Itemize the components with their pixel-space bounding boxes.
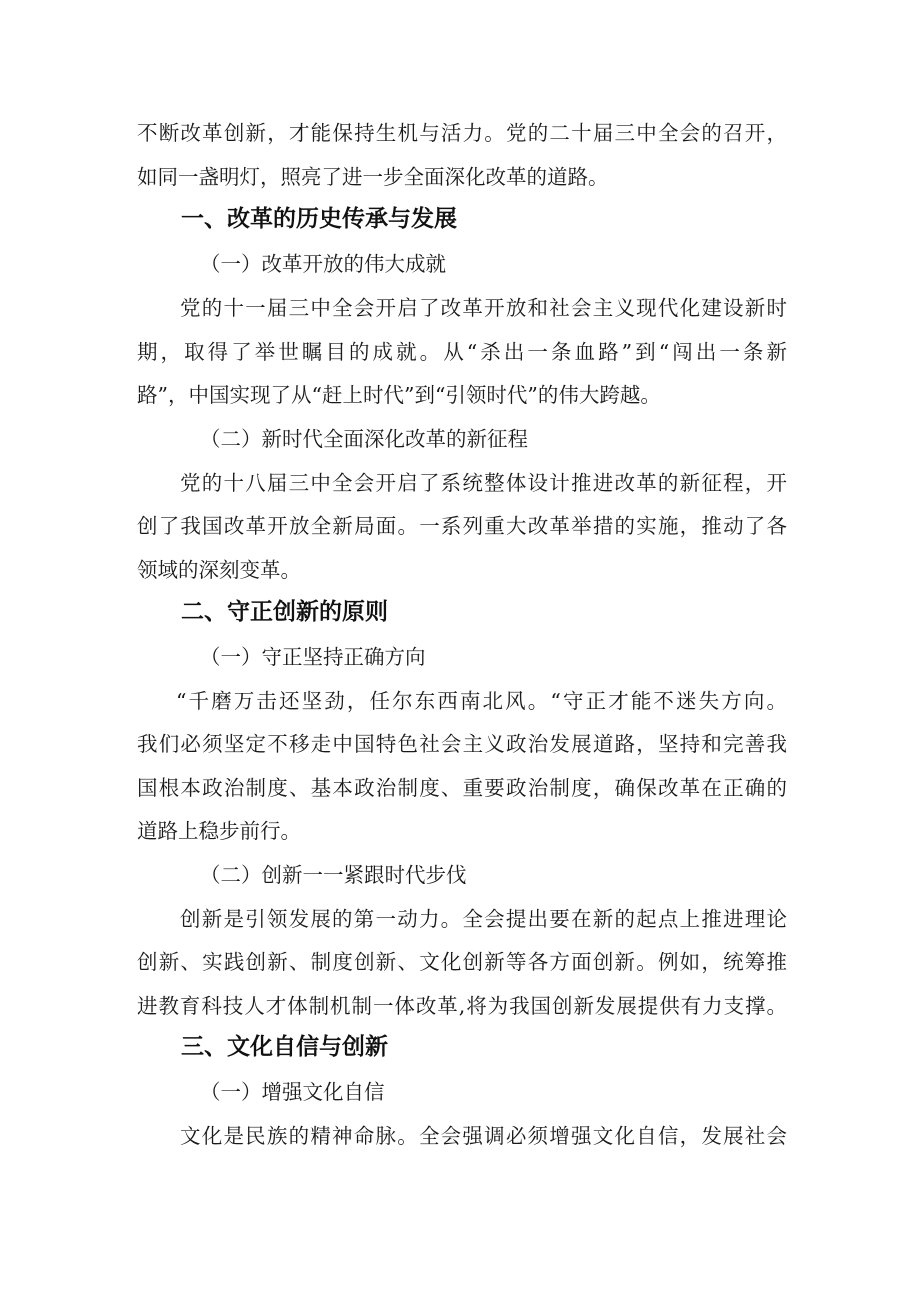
paragraph-line: 期，取得了举世瞩目的成就。从“杀出一条血路”到“闯出一条新 [137,340,787,364]
intro-line: 如同一盏明灯，照亮了进一步全面深化改革的道路。 [137,165,609,189]
paragraph-line: 道路上稳步前行。 [137,819,301,843]
paragraph-line: 创新是引领发展的第一动力。全会提出要在新的起点上推进理论 [180,907,787,931]
paragraph-line: 国根本政治制度、基本政治制度、重要政治制度，确保改革在正确的 [137,776,787,800]
subsection-title: （一）守正坚持正确方向 [200,645,426,669]
subsection-title: （二）创新一一紧跟时代步伐 [200,863,467,887]
subsection-title: （二）新时代全面深化改革的新征程 [200,427,528,451]
paragraph-line: 我们必须坚定不移走中国特色社会主义政治发展道路，坚持和完善我 [137,732,787,756]
subsection-title: （一）改革开放的伟大成就 [200,252,446,276]
paragraph-line: 文化是民族的精神命脉。全会强调必须增强文化自信，发展社会 [180,1124,787,1148]
paragraph-line: 创了我国改革开放全新局面。一系列重大改革举措的实施，推动了各 [137,514,787,538]
paragraph-line: 党的十一届三中全会开启了改革开放和社会主义现代化建设新时 [180,296,787,320]
paragraph-line: 创新、实践创新、制度创新、文化创新等各方面创新。例如，统筹推 [137,950,787,974]
paragraph-line: 党的十八届三中全会开启了系统整体设计推进改革的新征程，开 [180,471,787,495]
section-heading-2: 二、守正创新的原则 [181,599,388,625]
section-heading-3: 三、文化自信与创新 [181,1034,388,1060]
paragraph-line: 进教育科技人才体制机制一体改革,将为我国创新发展提供有力支撑。 [137,994,787,1018]
paragraph-line: 领域的深刻变革。 [137,558,301,582]
paragraph-line: “千磨万击还坚劲，任尔东西南北风。“守正才能不迷失方向。 [176,689,787,713]
paragraph-line: 路”，中国实现了从“赶上时代”到“引领时代”的伟大跨越。 [137,383,661,407]
subsection-title: （一）增强文化自信 [200,1080,385,1104]
section-heading-1: 一、改革的历史传承与发展 [181,206,457,232]
intro-line: 不断改革创新，才能保持生机与活力。党的二十届三中全会的召开， [137,121,787,145]
